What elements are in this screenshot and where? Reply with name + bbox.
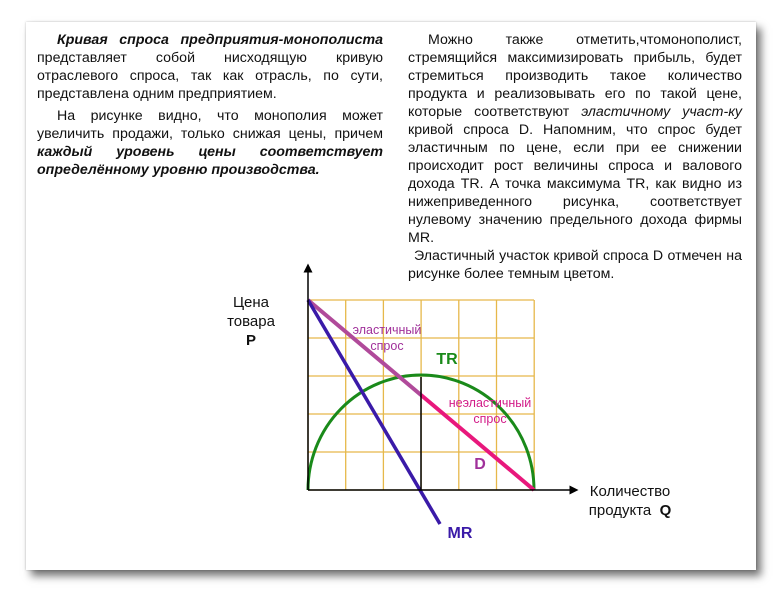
left-paragraph-2-text: На рисунке видно, что монополия может увеличить продажи, только снижая цены, причем	[37, 108, 383, 142]
monopoly-demand-heading: Кривая спроса предприятия-монополиста	[57, 32, 383, 48]
inelastic-demand-label	[440, 395, 540, 427]
left-paragraph-2-emphasis: каждый уровень цены соответствует определённому уровню производства.	[37, 144, 383, 178]
y-axis-label-line2: товара	[227, 313, 275, 330]
inelastic-label-line1: неэластичный	[448, 396, 532, 410]
elastic-label-line1: эластичный	[352, 323, 422, 337]
elastic-demand-label	[342, 322, 432, 354]
right-paragraph-1-text-a: Можно также отметить,чтомонополист, стремящийся максимизировать прибыль, будет стремиться производить такое количество продукта и реализовывать его по такой цене, которые соответствуют	[408, 32, 742, 120]
x-axis-label-line1: Количество	[589, 483, 671, 500]
y-axis-label-line1: Цена	[232, 294, 270, 311]
y-axis-label	[218, 293, 284, 350]
y-axis-symbol: P	[245, 332, 256, 349]
x-axis-symbol: Q	[659, 502, 672, 519]
slide	[26, 22, 756, 570]
inelastic-label-line2: спрос	[473, 412, 507, 426]
right-paragraph-1-italic: эластичному участ-ку	[581, 104, 742, 120]
x-axis-label-line2: продукта	[588, 502, 652, 519]
right-paragraph-1-text-b: кривой спроса D. Напомним, что спрос будет эластичным по цене, если при ее снижении происходит рост величины спроса и валового дохода TR. А точка максимума TR, как видно из нижеприведенного рисунка, соответствует нулевому значению предельного дохода фирмы MR.	[408, 122, 742, 246]
x-axis-label	[575, 482, 685, 520]
left-paragraph-1-text: представляет собой нисходящую кривую отраслевого спроса, так как отрасль, по сути, представлена одним предприятием.	[37, 50, 383, 102]
mr-label: MR	[447, 525, 473, 542]
right-paragraph-2: Эластичный участок кривой спроса D отмечен на рисунке более темным цветом.	[408, 248, 742, 282]
d-label: D	[474, 456, 486, 473]
elastic-label-line2: спрос	[370, 339, 404, 353]
tr-label: TR	[436, 351, 458, 368]
